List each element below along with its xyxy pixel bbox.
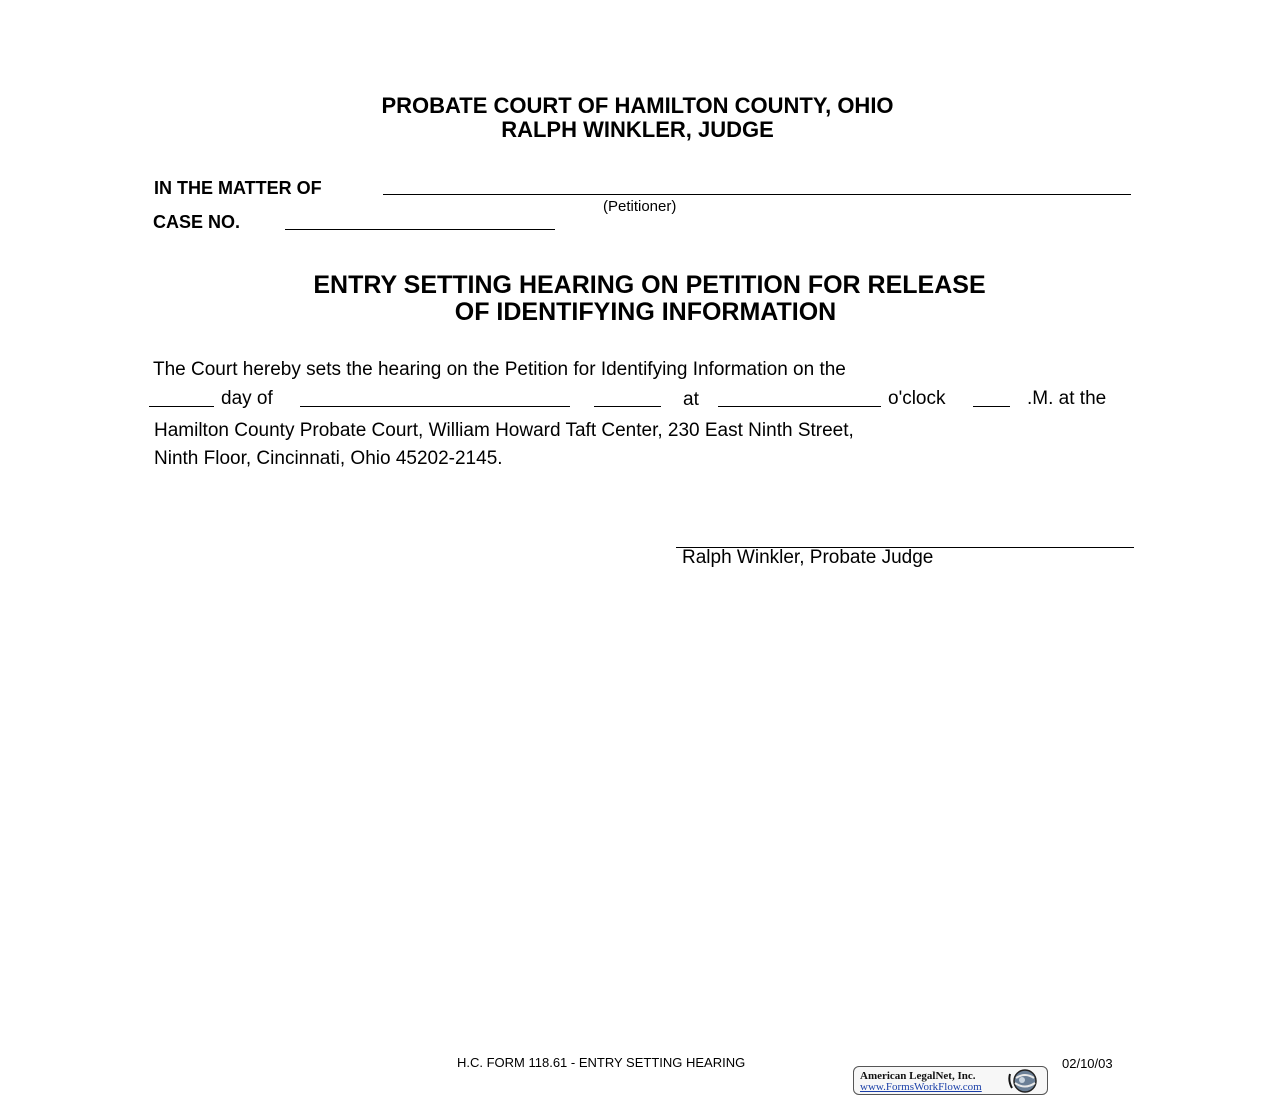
m-at-the-label: .M. at the xyxy=(1027,388,1107,409)
hearing-month-field[interactable] xyxy=(300,406,570,407)
matter-label: IN THE MATTER OF xyxy=(154,178,322,198)
at-label: at xyxy=(683,389,699,410)
hearing-day-field[interactable] xyxy=(149,406,214,407)
form-id: H.C. FORM 118.61 - ENTRY SETTING HEARING xyxy=(457,1055,746,1070)
form-title-line1: ENTRY SETTING HEARING ON PETITION FOR RELEASE xyxy=(313,271,986,299)
form-date: 02/10/03 xyxy=(1062,1056,1113,1071)
form-title-line2: OF IDENTIFYING INFORMATION xyxy=(454,298,837,326)
am-pm-field[interactable] xyxy=(973,406,1010,407)
body-line4: Ninth Floor, Cincinnati, Ohio 45202-2145. xyxy=(154,448,503,469)
body-line1: The Court hereby sets the hearing on the Petition for Identifying Information on the xyxy=(153,359,846,380)
case-number-label: CASE NO. xyxy=(153,212,241,232)
case-number-field[interactable] xyxy=(285,229,555,230)
globe-icon xyxy=(1007,1068,1043,1094)
judge-name: RALPH WINKLER, JUDGE xyxy=(501,117,774,142)
hearing-time-field[interactable] xyxy=(718,406,881,407)
signature-name: Ralph Winkler, Probate Judge xyxy=(682,547,934,568)
day-of-label: day of xyxy=(221,388,273,409)
oclock-label: o'clock xyxy=(888,388,946,409)
petitioner-hint: (Petitioner) xyxy=(603,198,677,215)
logo-company-name: American LegalNet, Inc. xyxy=(860,1070,976,1082)
court-name: PROBATE COURT OF HAMILTON COUNTY, OHIO xyxy=(381,93,894,118)
body-line3: Hamilton County Probate Court, William Howard Taft Center, 230 East Ninth Street, xyxy=(154,420,854,441)
american-legalnet-logo[interactable] xyxy=(853,1066,1048,1095)
hearing-year-field[interactable] xyxy=(594,406,661,407)
logo-url-link[interactable]: www.FormsWorkFlow.com xyxy=(860,1081,982,1093)
petitioner-name-field[interactable] xyxy=(383,194,1131,195)
